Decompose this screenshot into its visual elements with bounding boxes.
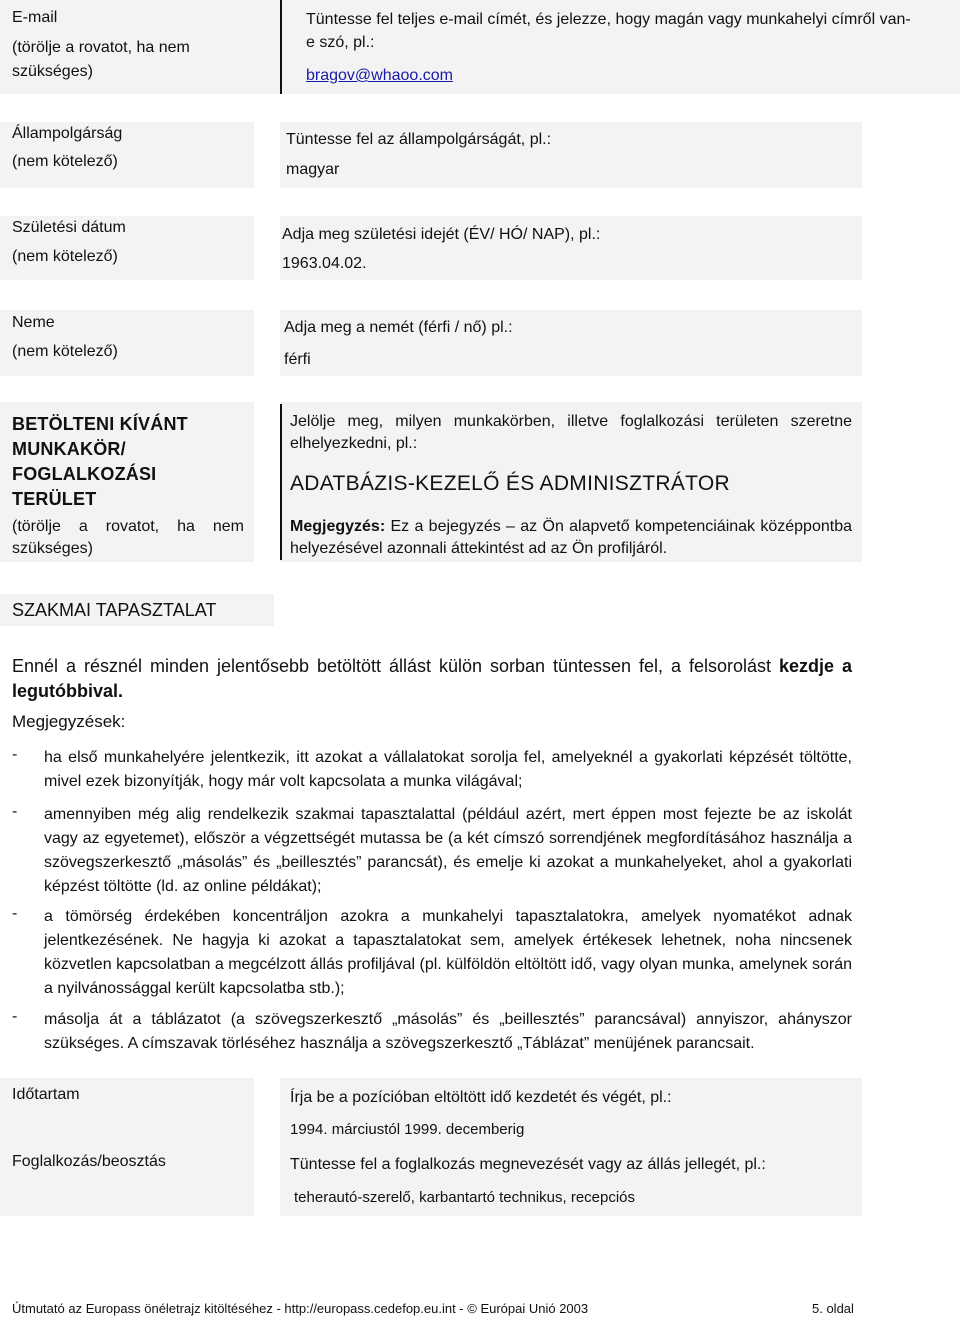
bullet-marker: - <box>12 1008 18 1025</box>
citizenship-label: Állampolgárság <box>12 125 123 142</box>
desired-job-note-label: Megjegyzés: <box>290 518 386 535</box>
email-label: E-mail <box>12 9 58 26</box>
bullet-item: amennyiben még alig rendelkezik szakmai tapasztalattal (például azért, mert éppen most fejezte be az iskolát vagy az egyetemet), először a végzettségét mutassa be (a két címszó sorrendjének megfordításához használja a szövegszerkesztő „másolás” és „beillesztés” parancsát), és emelje ki azokat a munkahelyeket, ahol a gyakorlati képzést töltötte (ld. az online példákat); <box>44 806 852 895</box>
footer-text: Útmutató az Europass önéletrajz kitöltéséhez - http://europass.cedefop.eu.int - © Európai Unió 2003 <box>12 1301 589 1316</box>
work-experience-heading: SZAKMAI TAPASZTALAT <box>12 600 217 620</box>
birthdate-label: Születési dátum <box>12 219 126 236</box>
email-instruction: Tüntesse fel teljes e-mail címét, és jelezze, hogy magán vagy munkahelyi címről van- <box>306 11 911 28</box>
notes-label: Megjegyzések <box>12 712 121 731</box>
bullet-item: másolja át a táblázatot (a szövegszerkesztő „másolás” és „beillesztés” parancsával) annyiszor, ahányszor szükséges. A címszavak törléséhez használja a szövegszerkesztő „Táblázat” menüjének parancsait. <box>44 1011 852 1052</box>
email-example-link[interactable]: bragov@whaoo.com <box>306 67 453 84</box>
notes-colon: : <box>120 712 126 731</box>
email-divider <box>280 0 282 94</box>
occupation-label: Foglalkozás/beosztás <box>12 1153 166 1170</box>
occupation-example: teherautó-szerelő, karbantartó technikus, recepciós <box>294 1189 636 1206</box>
bullet-marker: - <box>12 905 18 922</box>
email-instruction-2: e szó, pl.: <box>306 34 375 51</box>
citizenship-example: magyar <box>286 161 340 178</box>
desired-job-note <box>290 516 852 560</box>
gender-example: férfi <box>284 351 311 368</box>
citizenship-instruction: Tüntesse fel az állampolgárságát, pl.: <box>286 131 552 148</box>
desired-job-divider <box>280 404 282 560</box>
work-experience-intro <box>12 654 852 704</box>
desired-job-label-line: TERÜLET <box>12 489 97 509</box>
desired-job-label-line: BETÖLTENI KÍVÁNT <box>12 414 188 434</box>
work-experience-intro-bold: kezdje a legutóbbival. <box>12 656 852 701</box>
bullet-marker: - <box>12 803 18 820</box>
bullet-item: ha első munkahelyére jelentkezik, itt azokat a vállalatokat sorolja fel, amelyeknél a gyakorlati képzését töltötte, mivel ezek bizonyítják, hogy már volt kapcsolata a munka világával; <box>44 749 852 790</box>
desired-job-instruction: Jelölje meg, milyen munkakörben, illetve foglalkozási területen szeretne elhelyezkedni, pl.: <box>290 413 852 452</box>
work-experience-notes-title <box>12 710 125 734</box>
email-label-note: (törölje a rovatot, ha nem <box>12 39 190 56</box>
desired-job-label-note: (törölje a rovatot, ha nem <box>12 518 244 535</box>
citizenship-label-note: (nem kötelező) <box>12 153 118 170</box>
email-label-note-2: szükséges) <box>12 63 93 80</box>
bullet-marker: - <box>12 746 18 763</box>
work-experience-intro-text: Ennél a résznél minden jelentősebb betöltött állást külön sorban tüntessen fel, a felsorolást <box>12 656 772 676</box>
birthdate-example: 1963.04.02. <box>282 255 367 272</box>
occupation-instruction: Tüntesse fel a foglalkozás megnevezését vagy az állás jellegét, pl.: <box>290 1156 766 1173</box>
gender-label-note: (nem kötelező) <box>12 343 118 360</box>
gender-instruction: Adja meg a nemét (férfi / nő) pl.: <box>284 319 513 336</box>
desired-job-label-note-2: szükséges) <box>12 540 93 557</box>
birthdate-label-note: (nem kötelező) <box>12 248 118 265</box>
desired-job-label-line: MUNKAKÖR/ <box>12 439 126 459</box>
desired-job-example: ADATBÁZIS-KEZELŐ ÉS ADMINISZTRÁTOR <box>290 472 730 495</box>
desired-job-label <box>12 412 188 512</box>
birthdate-instruction: Adja meg születési idejét (ÉV/ HÓ/ NAP), pl.: <box>282 226 601 243</box>
period-instruction: Írja be a pozícióban eltöltött idő kezdetét és végét, pl.: <box>290 1089 672 1106</box>
page-number: 5. oldal <box>812 1301 854 1316</box>
period-example: 1994. márciustól 1999. decemberig <box>290 1121 525 1138</box>
desired-job-note-text: Ez a bejegyzés – az Ön alapvető kompetenciáinak középpontba helyezésével azonnali áttekintést ad az Ön profiljáról. <box>290 518 852 557</box>
desired-job-label-line: FOGLALKOZÁSI <box>12 464 157 484</box>
bullet-item: a tömörség érdekében koncentráljon azokra a munkahelyi tapasztalatokra, amelyek nyomatékot adnak jelentkezésének. Ne hagyja ki azokat a tapasztalatokat sem, amelyek értékesek lehetnek, noha nincsenek közvetlen kapcsolatban a megcélzott állás profiljával (pl. külföldön eltöltött idő, vagy olyan munka, amelynek során a nyilvánossággal került kapcsolatba stb.); <box>44 908 852 997</box>
period-label: Időtartam <box>12 1086 80 1103</box>
gender-label: Neme <box>12 314 55 331</box>
